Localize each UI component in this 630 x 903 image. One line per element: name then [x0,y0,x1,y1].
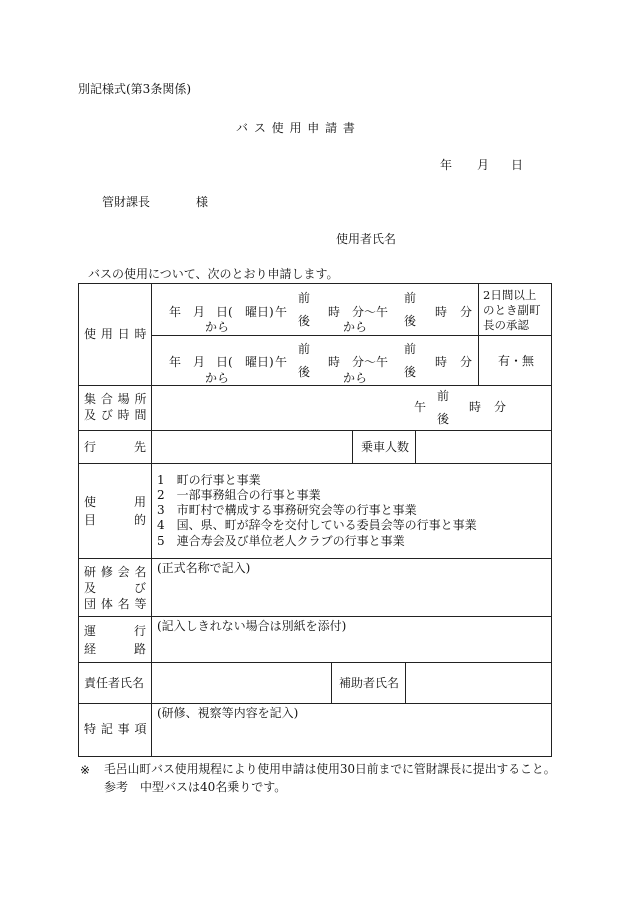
training-note: (正式名称で記入) [157,561,251,575]
footer-note: 毛呂山町バス使用規程により使用申請は使用30日前までに管財課長に提出すること。 [104,762,556,776]
row-divider [78,558,552,559]
month-label: 月 [193,305,206,319]
applicant-label: 使用者氏名 [336,232,397,246]
hour-label: 時 [328,305,341,319]
passengers-divider [415,430,416,463]
row-divider [78,662,552,663]
table-border-bottom [78,756,552,757]
am-label: 前 [404,342,417,356]
meeting-place-label-1: 集 合 場 所 [84,392,147,406]
date-row-divider [151,335,552,336]
year-label: 年 [169,355,182,369]
am-label: 前 [404,291,417,305]
addressee: 管財課長 [102,195,151,209]
meeting-minute-label: 分 [494,400,507,414]
form-label: 別記様式(第3条関係) [78,82,191,96]
intro-text: バスの使用について、次のとおり申請します。 [88,267,339,281]
purpose-label-c: 目 [84,513,97,527]
training-label-2b: び [134,581,147,595]
destination-label-b: 先 [134,440,147,454]
meeting-place-label-2: 及 び 時 間 [84,408,147,422]
assistant-label: 補助者氏名 [339,676,400,690]
table-border-top [78,283,552,284]
minute-label: 分 [460,305,473,319]
row-divider [78,385,552,386]
addressee-honorific: 様 [196,195,209,209]
purpose-label-d: 的 [134,513,147,527]
list-item: 5 連合寿会及び単位老人クラブの行事と事業 [157,534,405,548]
weekday-label: 曜日) [245,355,274,369]
meeting-hour-label: 時 [469,400,482,414]
month-label: 月 [193,355,206,369]
training-label-2a: 及 [84,581,97,595]
table-border-right [551,283,552,757]
row-divider [78,616,552,617]
minute-from-label: 分〜午 [352,305,389,319]
from-label: から [343,371,368,385]
from-label: から [205,371,230,385]
destination-divider [352,430,353,463]
pm-label: 後 [298,365,311,379]
pm-label: 後 [404,365,417,379]
date-month-label: 月 [477,158,490,172]
am-label: 前 [298,342,311,356]
destination-label-a: 行 [84,440,97,454]
page-title: バ ス 使 用 申 請 書 [236,121,356,135]
row-divider [78,463,552,464]
list-item: 2 一部事務組合の行事と事業 [157,488,321,502]
approval-label-line-3: 長の承認 [483,318,529,332]
footer-reference: 参考 中型バスは40名乗りです。 [104,780,287,794]
route-label-a: 運 [84,624,97,638]
list-item: 4 国、県、町が辞令を交付している委員会等の行事と事業 [157,518,477,532]
day-label: 日( [216,355,233,369]
label-column-divider [151,283,152,756]
assistant-divider [405,662,406,703]
approval-label-line-1: 2日間以上 [483,288,537,302]
row-divider [78,430,552,431]
purpose-label-a: 使 [84,495,97,509]
list-item: 1 町の行事と事業 [157,473,261,487]
am-label: 前 [298,291,311,305]
hour-label: 時 [435,355,448,369]
hour-label: 時 [435,305,448,319]
responsible-label: 責任者氏名 [84,676,145,690]
special-notes-label: 特 記 事 項 [84,722,147,736]
table-border-left [78,283,79,757]
meeting-am-label: 前 [437,389,450,403]
minute-label: 分 [460,355,473,369]
hour-label: 時 [328,355,341,369]
list-item: 3 市町村で構成する事務研究会等の行事と事業 [157,503,417,517]
approval-column-divider [478,283,479,385]
row-divider [78,703,552,704]
route-label-c: 経 [84,642,97,656]
weekday-label: 曜日) [245,305,274,319]
go-label: 午 [275,355,288,369]
route-label-d: 路 [134,642,147,656]
purpose-label-b: 用 [134,495,147,509]
pm-label: 後 [298,314,311,328]
year-label: 年 [169,305,182,319]
responsible-divider [331,662,332,703]
meeting-pm-label: 後 [437,412,450,426]
approval-value: 有・無 [498,354,535,368]
passengers-label: 乗車人数 [361,440,410,454]
date-day-label: 日 [511,158,524,172]
from-label: から [343,320,368,334]
from-label: から [205,320,230,334]
training-label-3: 団 体 名 等 [84,597,147,611]
date-year-label: 年 [440,158,453,172]
route-note: (記入しきれない場合は別紙を添付) [157,619,347,633]
usage-date-label: 使 用 日 時 [84,327,147,341]
route-label-b: 行 [134,624,147,638]
pm-label: 後 [404,314,417,328]
approval-label-line-2: のとき副町 [483,303,541,317]
special-notes-note: (研修、視察等内容を記入) [157,706,299,720]
footer-note-mark: ※ [80,763,91,777]
minute-from-label: 分〜午 [352,355,389,369]
day-label: 日( [216,305,233,319]
meeting-go-label: 午 [414,400,427,414]
go-label: 午 [275,305,288,319]
training-label-1: 研 修 会 名 [84,565,147,579]
